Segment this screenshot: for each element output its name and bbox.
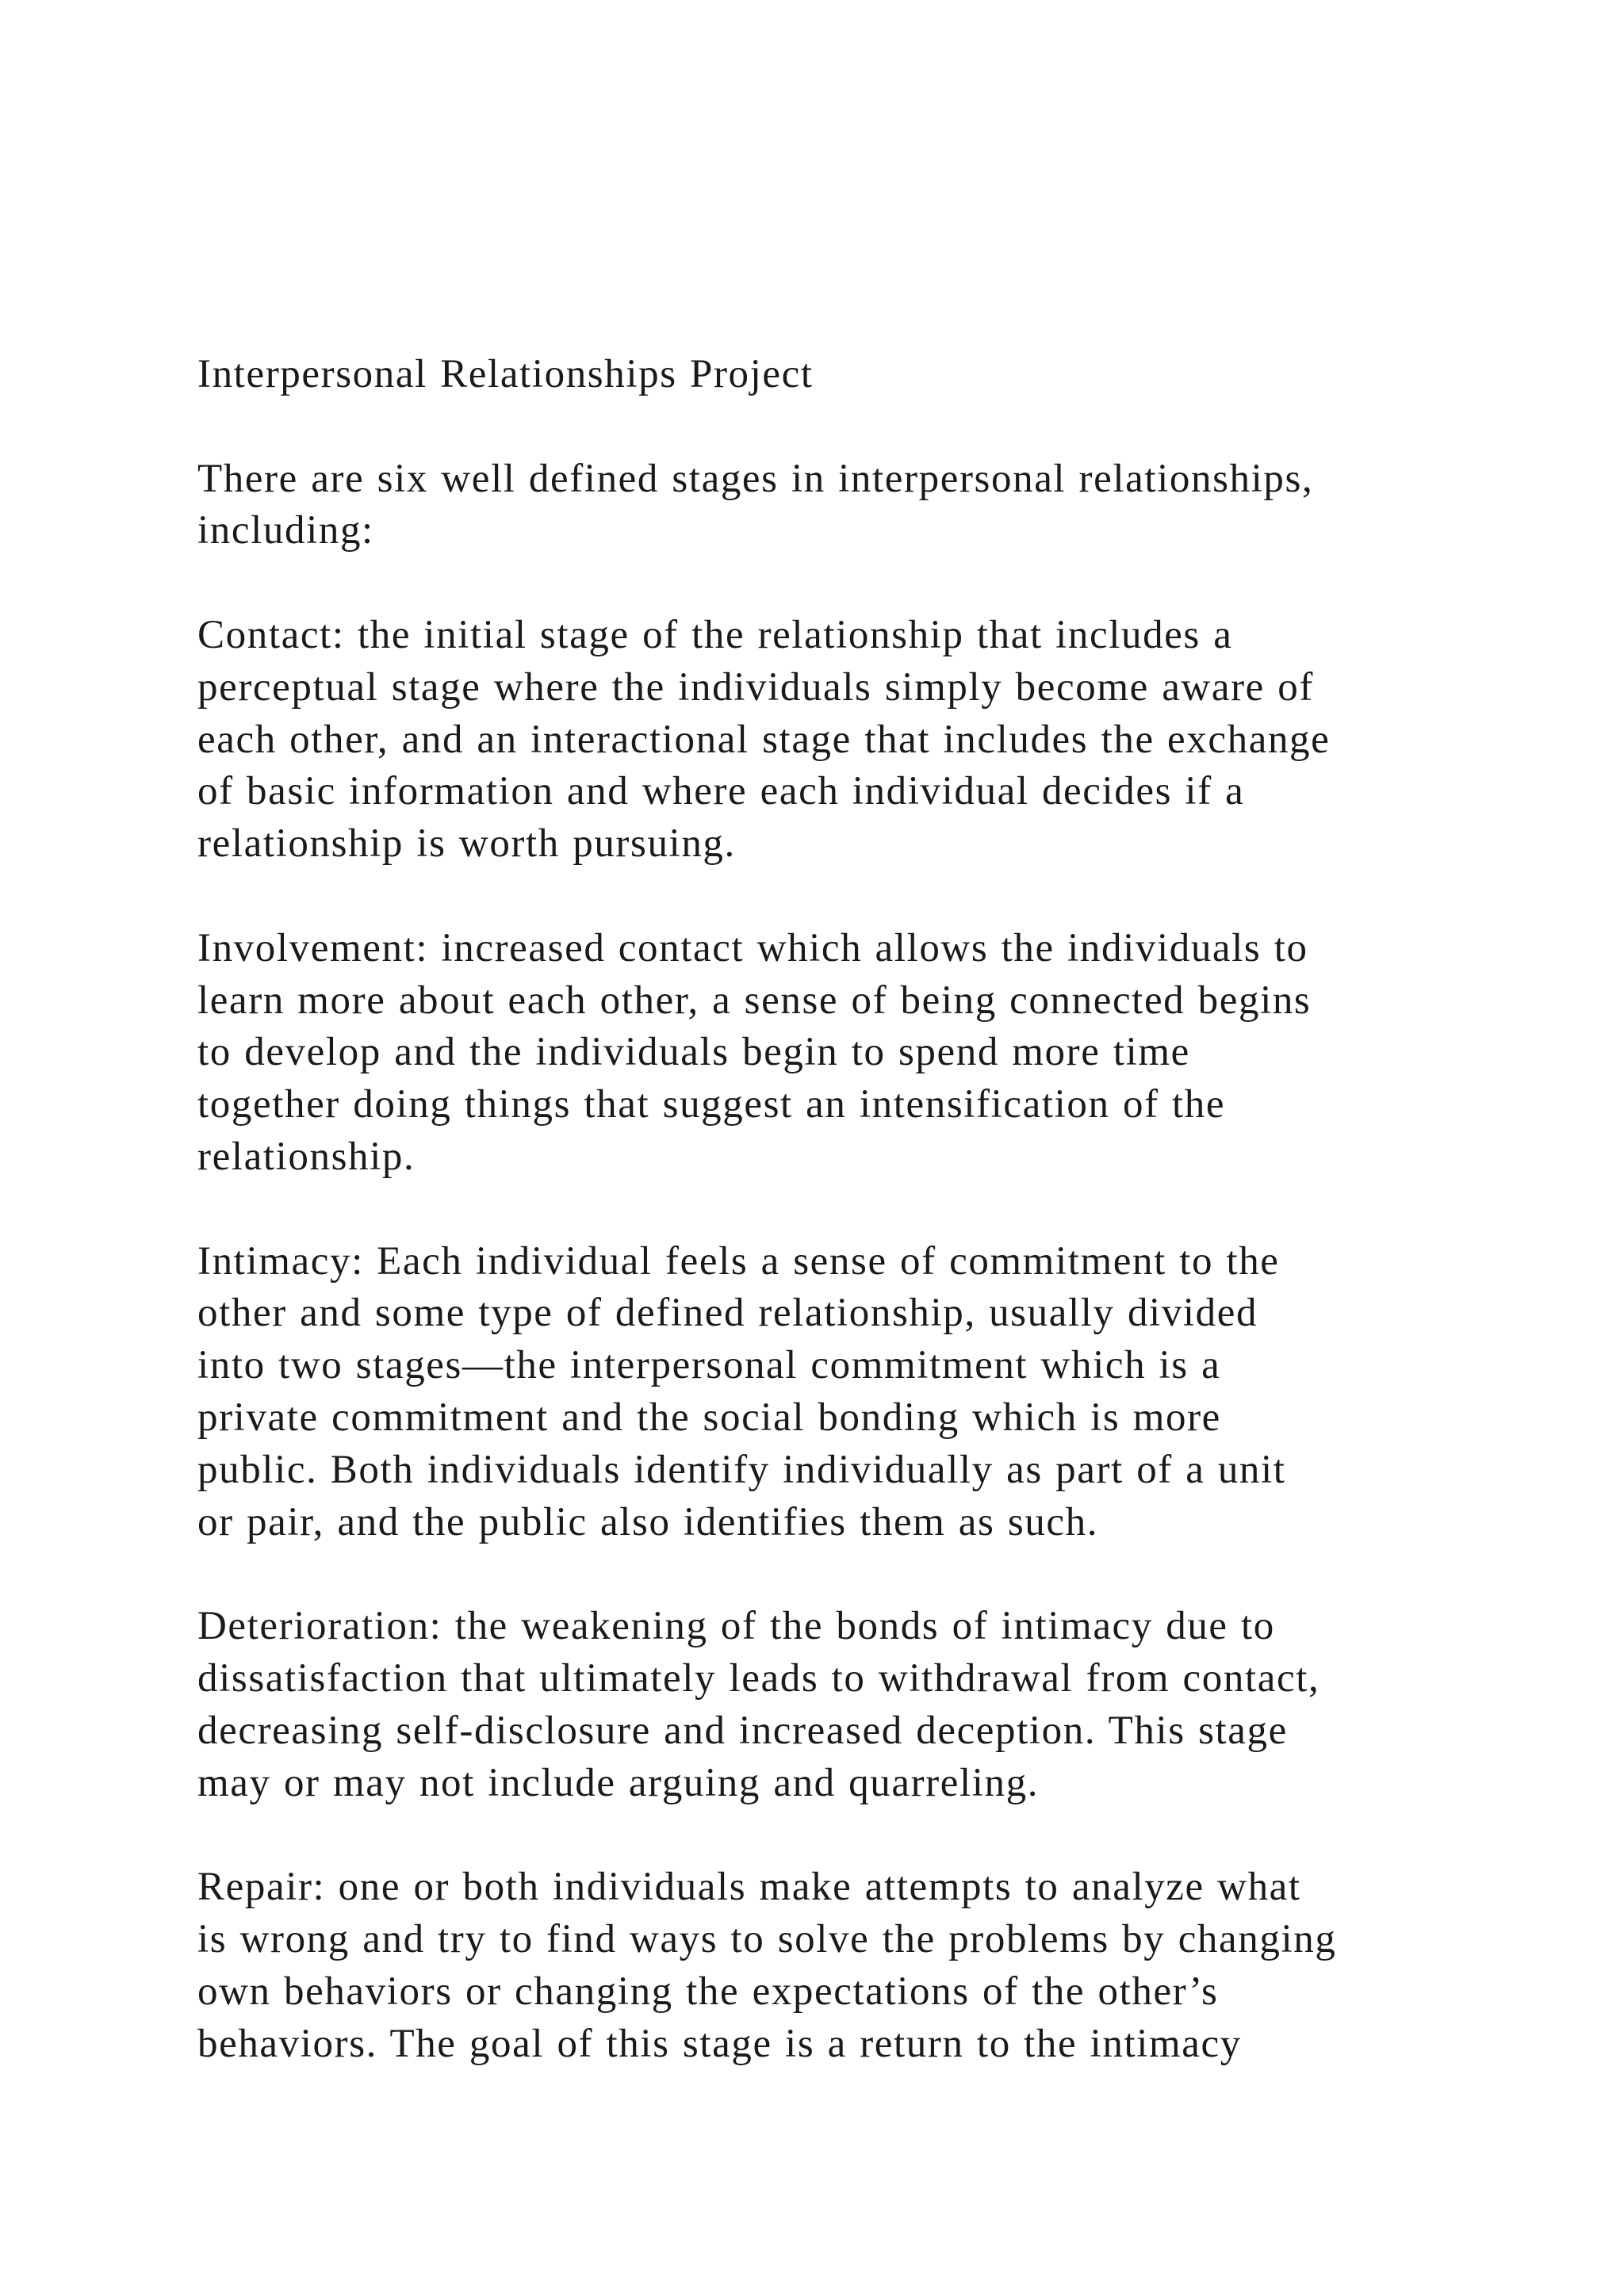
paragraph-line: Contact: the initial stage of the relationship that includes a bbox=[197, 612, 1233, 657]
paragraph-line: perceptual stage where the individuals simply become aware of bbox=[197, 664, 1314, 710]
paragraph-deterioration bbox=[197, 1601, 1482, 1809]
document-body bbox=[197, 349, 1482, 2070]
paragraph-line: to develop and the individuals begin to spend more time bbox=[197, 1030, 1190, 1075]
paragraph-line: into two stages—the interpersonal commitment which is a bbox=[197, 1343, 1221, 1388]
paragraph-gap bbox=[197, 1548, 1482, 1601]
paragraph-intro bbox=[197, 453, 1482, 558]
paragraph-contact bbox=[197, 610, 1482, 871]
paragraph-line: including: bbox=[197, 508, 374, 553]
paragraph-line: each other, and an interactional stage that includes the exchange bbox=[197, 717, 1331, 762]
paragraph-line: relationship. bbox=[197, 1134, 416, 1179]
paragraph-line: decreasing self-disclosure and increased deception. This stage bbox=[197, 1708, 1288, 1753]
paragraph-gap bbox=[197, 871, 1482, 923]
paragraph-line: Involvement: increased contact which allows the individuals to bbox=[197, 925, 1308, 970]
paragraph-line: private commitment and the social bonding which is more bbox=[197, 1395, 1221, 1440]
paragraph-involvement bbox=[197, 923, 1482, 1184]
paragraph-line: may or may not include arguing and quarreling. bbox=[197, 1760, 1040, 1805]
paragraph-line: dissatisfaction that ultimately leads to withdrawal from contact, bbox=[197, 1655, 1320, 1701]
paragraph-line: together doing things that suggest an intensification of the bbox=[197, 1082, 1226, 1127]
paragraph-line: Deterioration: the weakening of the bonds of intimacy due to bbox=[197, 1604, 1275, 1649]
paragraph-gap bbox=[197, 1184, 1482, 1236]
paragraph-gap bbox=[197, 1809, 1482, 1862]
document-title: Interpersonal Relationships Project bbox=[197, 352, 814, 396]
paragraph-line: public. Both individuals identify individually as part of a unit bbox=[197, 1447, 1286, 1492]
paragraph-line: of basic information and where each individual decides if a bbox=[197, 769, 1245, 814]
paragraph-line: relationship is worth pursuing. bbox=[197, 821, 736, 867]
paragraph-line: is wrong and try to find ways to solve the problems by changing bbox=[197, 1916, 1337, 1961]
paragraph-line: Intimacy: Each individual feels a sense of commitment to the bbox=[197, 1238, 1280, 1284]
paragraph-line: Repair: one or both individuals make attempts to analyze what bbox=[197, 1865, 1301, 1910]
paragraph-line: learn more about each other, a sense of being connected begins bbox=[197, 978, 1312, 1023]
paragraph-line: other and some type of defined relationship, usually divided bbox=[197, 1291, 1258, 1336]
paragraph-repair bbox=[197, 1862, 1482, 2070]
paragraph-intimacy bbox=[197, 1236, 1482, 1549]
paragraph-gap bbox=[197, 557, 1482, 610]
paragraph-line: behaviors. The goal of this stage is a return to the intimacy bbox=[197, 2021, 1242, 2066]
paragraph-line: own behaviors or changing the expectations of the other’s bbox=[197, 1969, 1219, 2014]
paragraph-gap bbox=[197, 401, 1482, 453]
paragraph-line: or pair, and the public also identifies them as such. bbox=[197, 1499, 1099, 1544]
paragraph-line: There are six well defined stages in interpersonal relationships, bbox=[197, 456, 1314, 501]
